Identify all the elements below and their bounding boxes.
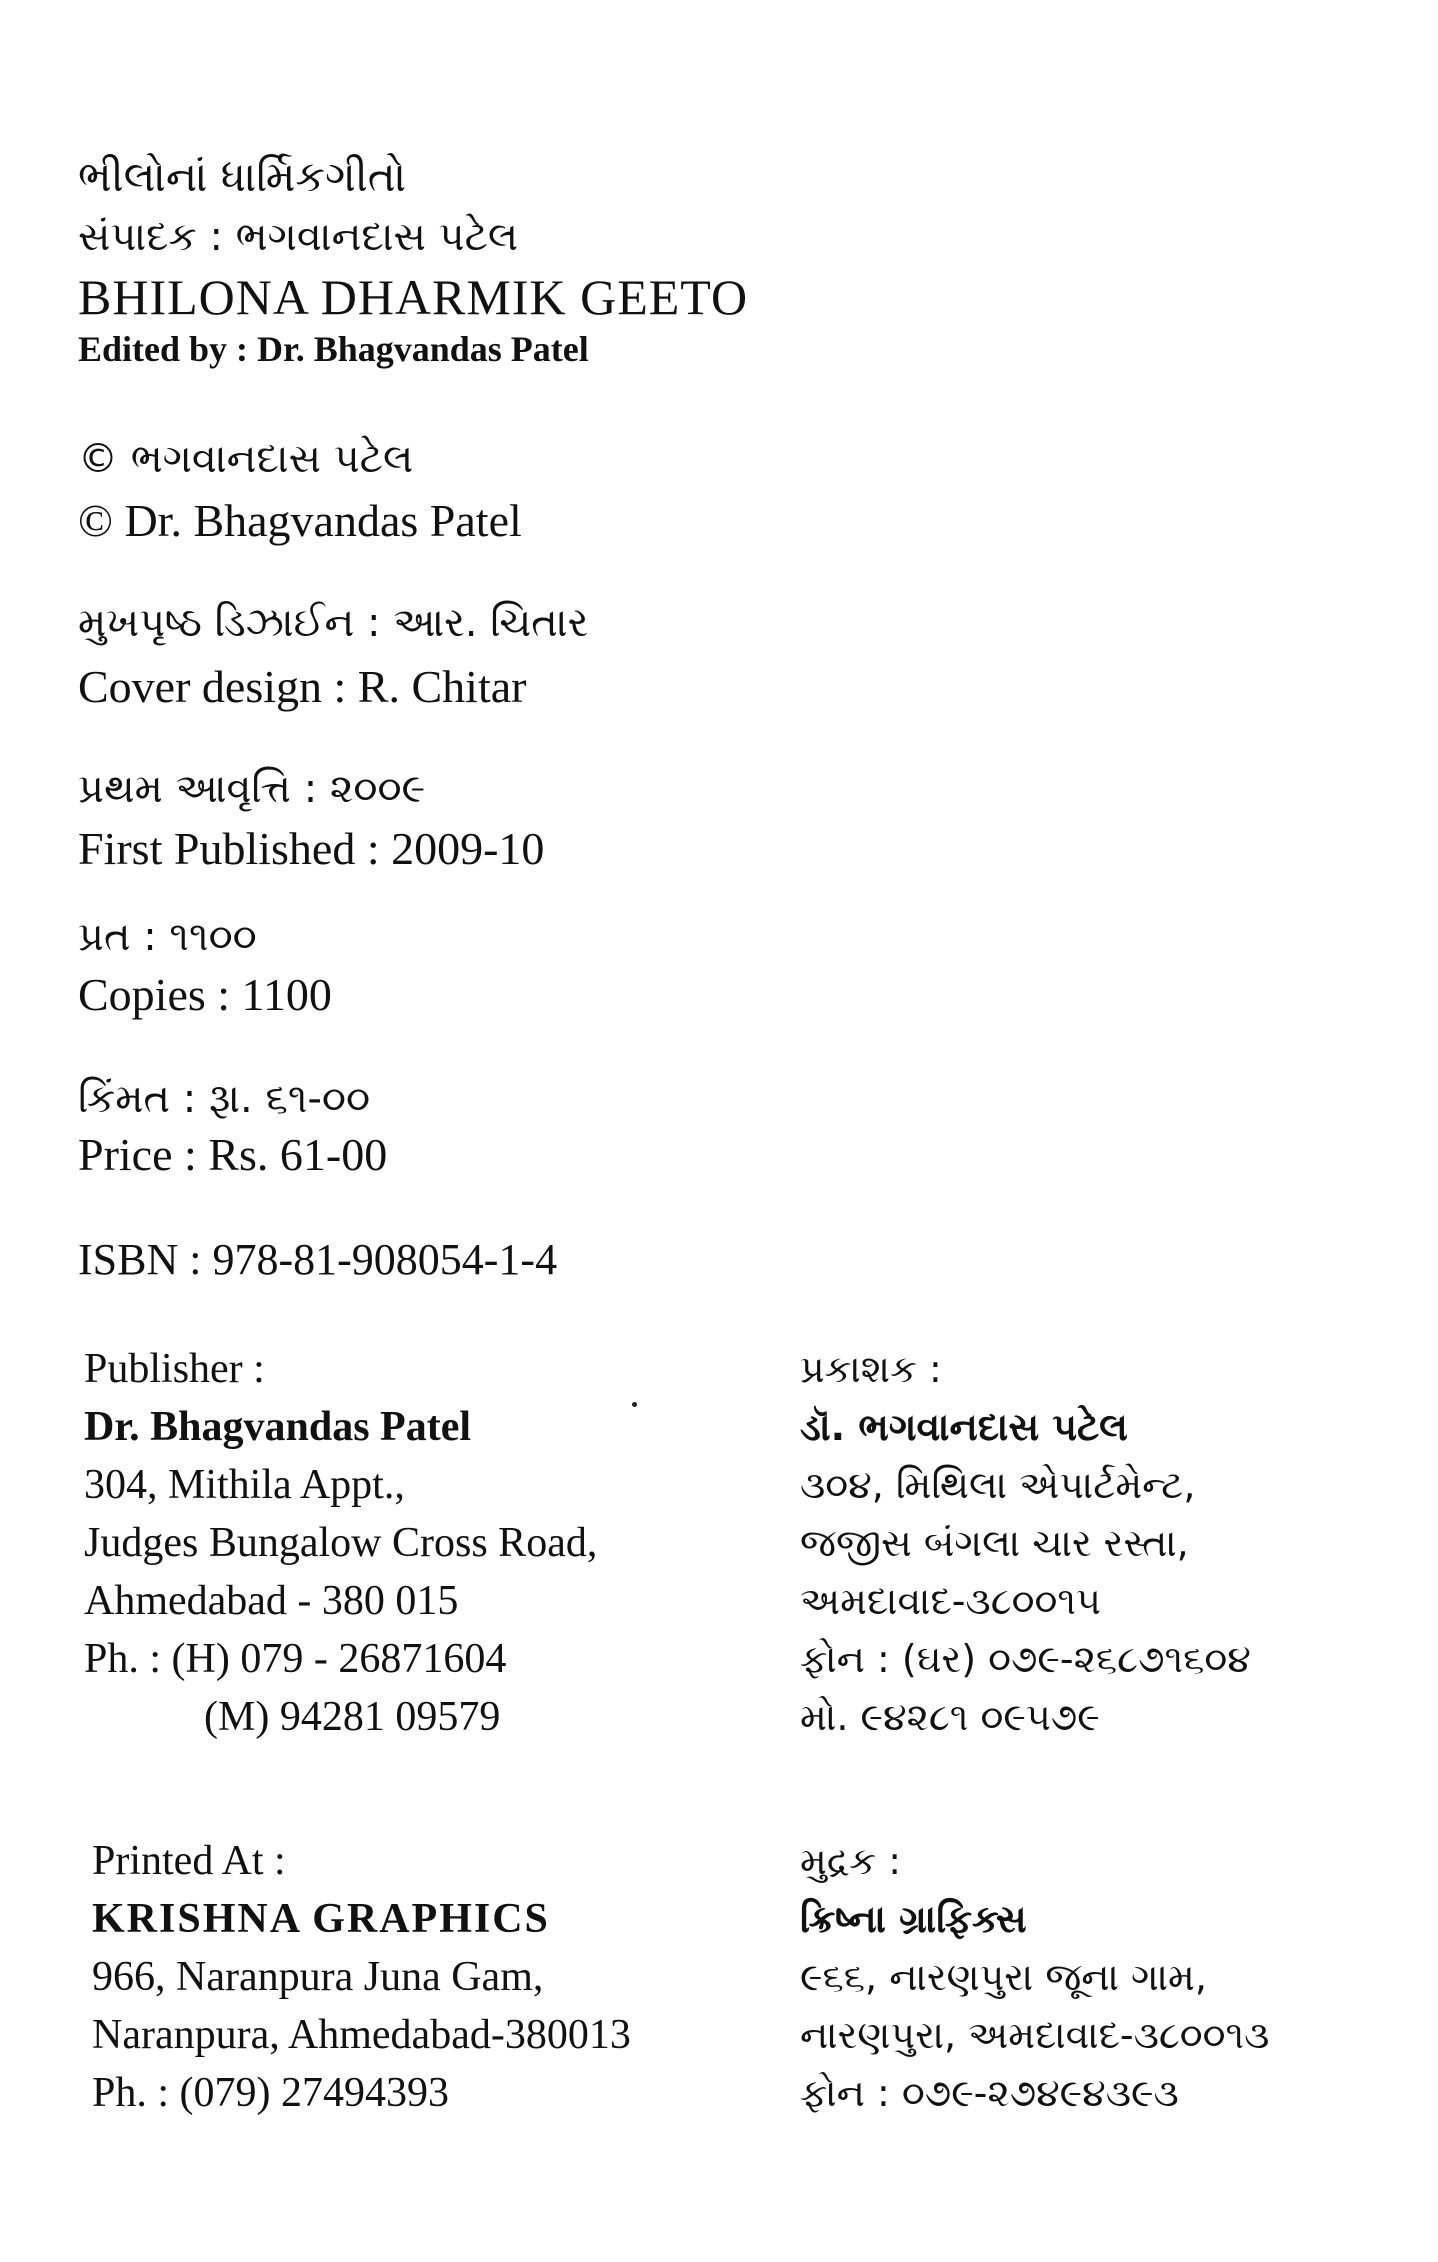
publisher-phone-home: Ph. : (H) 079 - 26871604	[84, 1636, 507, 1682]
publisher-address-line: 304, Mithila Appt.,	[84, 1462, 405, 1508]
printer-name-gujarati: ક્રિષ્ના ગ્રાફિક્સ	[800, 1897, 1027, 1941]
printer-address-line: 966, Naranpura Juna Gam,	[92, 1954, 544, 2000]
printer-address-line-gujarati: નારણપુરા, અમદાવાદ-૩૮૦૦૧૩	[800, 2013, 1270, 2057]
edition-gujarati: પ્રથમ આવૃત્તિ : ૨૦૦૯	[78, 766, 426, 812]
editor-gujarati: સંપાદક : ભગવાનદાસ પટેલ	[78, 214, 519, 260]
stray-dot	[632, 1402, 637, 1407]
printer-block-gujarati	[800, 1832, 1269, 2122]
copies-english: Copies : 1100	[78, 969, 332, 1020]
publisher-address-line-gujarati: ૩૦૪, મિથિલા એપાર્ટમેન્ટ,	[800, 1463, 1196, 1507]
publisher-phone-home-gujarati: ફોન : (ઘર) ૦૭૯-૨૬૮૭૧૬૦૪	[800, 1637, 1251, 1681]
printer-name: KRISHNA GRAPHICS	[92, 1896, 550, 1942]
editor-english: Edited by : Dr. Bhagvandas Patel	[78, 329, 589, 369]
isbn: ISBN : 978-81-908054-1-4	[78, 1235, 558, 1284]
price-gujarati: કિંમત : રૂા. ૬૧-૦૦	[78, 1076, 371, 1122]
book-title-gujarati: ભીલોનાં ધાર્મિકગીતો	[78, 152, 407, 201]
price-english: Price : Rs. 61-00	[78, 1129, 388, 1180]
copyright-english: © Dr. Bhagvandas Patel	[78, 495, 522, 546]
copyright-gujarati: © ભગવાનદાસ પટેલ	[78, 436, 414, 482]
edition-english: First Published : 2009-10	[78, 823, 545, 874]
publisher-name: Dr. Bhagvandas Patel	[84, 1404, 472, 1450]
printer-heading-gujarati: મુદ્રક :	[800, 1839, 901, 1883]
publisher-address-line-gujarati: જજીસ બંગલા ચાર રસ્તા,	[800, 1521, 1189, 1565]
printer-address-line-gujarati: ૯૬૬, નારણપુરા જૂના ગામ,	[800, 1955, 1207, 1999]
publisher-address-line: Ahmedabad - 380 015	[84, 1578, 459, 1624]
copies-gujarati: પ્રત : ૧૧૦૦	[78, 914, 257, 960]
cover-design-english: Cover design : R. Chitar	[78, 661, 527, 712]
printer-phone-gujarati: ફોન : ૦૭૯-૨૭૪૯૪૩૯૩	[800, 2071, 1179, 2115]
printer-block-english	[92, 1832, 631, 2122]
publisher-block-english	[84, 1340, 597, 1746]
book-title-english: BHILONA DHARMIK GEETO	[78, 269, 749, 325]
publisher-phone-mobile-gujarati: મો. ૯૪૨૮૧ ૦૯૫૭૯	[800, 1695, 1100, 1739]
publisher-heading-gujarati: પ્રકાશક :	[800, 1347, 942, 1391]
publisher-phone-mobile: (M) 94281 09579	[204, 1694, 501, 1740]
printer-heading: Printed At :	[92, 1838, 286, 1884]
printer-address-line: Naranpura, Ahmedabad-380013	[92, 2012, 631, 2058]
publisher-address-line-gujarati: અમદાવાદ-૩૮૦૦૧૫	[800, 1579, 1101, 1623]
printer-phone: Ph. : (079) 27494393	[92, 2070, 449, 2116]
publisher-name-gujarati: ડૉ. ભગવાનદાસ પટેલ	[800, 1405, 1128, 1449]
publisher-heading: Publisher :	[84, 1346, 265, 1392]
publisher-block-gujarati	[800, 1340, 1251, 1746]
publisher-address-line: Judges Bungalow Cross Road,	[84, 1520, 598, 1566]
cover-design-gujarati: મુખપૃષ્ઠ ડિઝાઈન : આર. ચિતાર	[78, 600, 589, 646]
